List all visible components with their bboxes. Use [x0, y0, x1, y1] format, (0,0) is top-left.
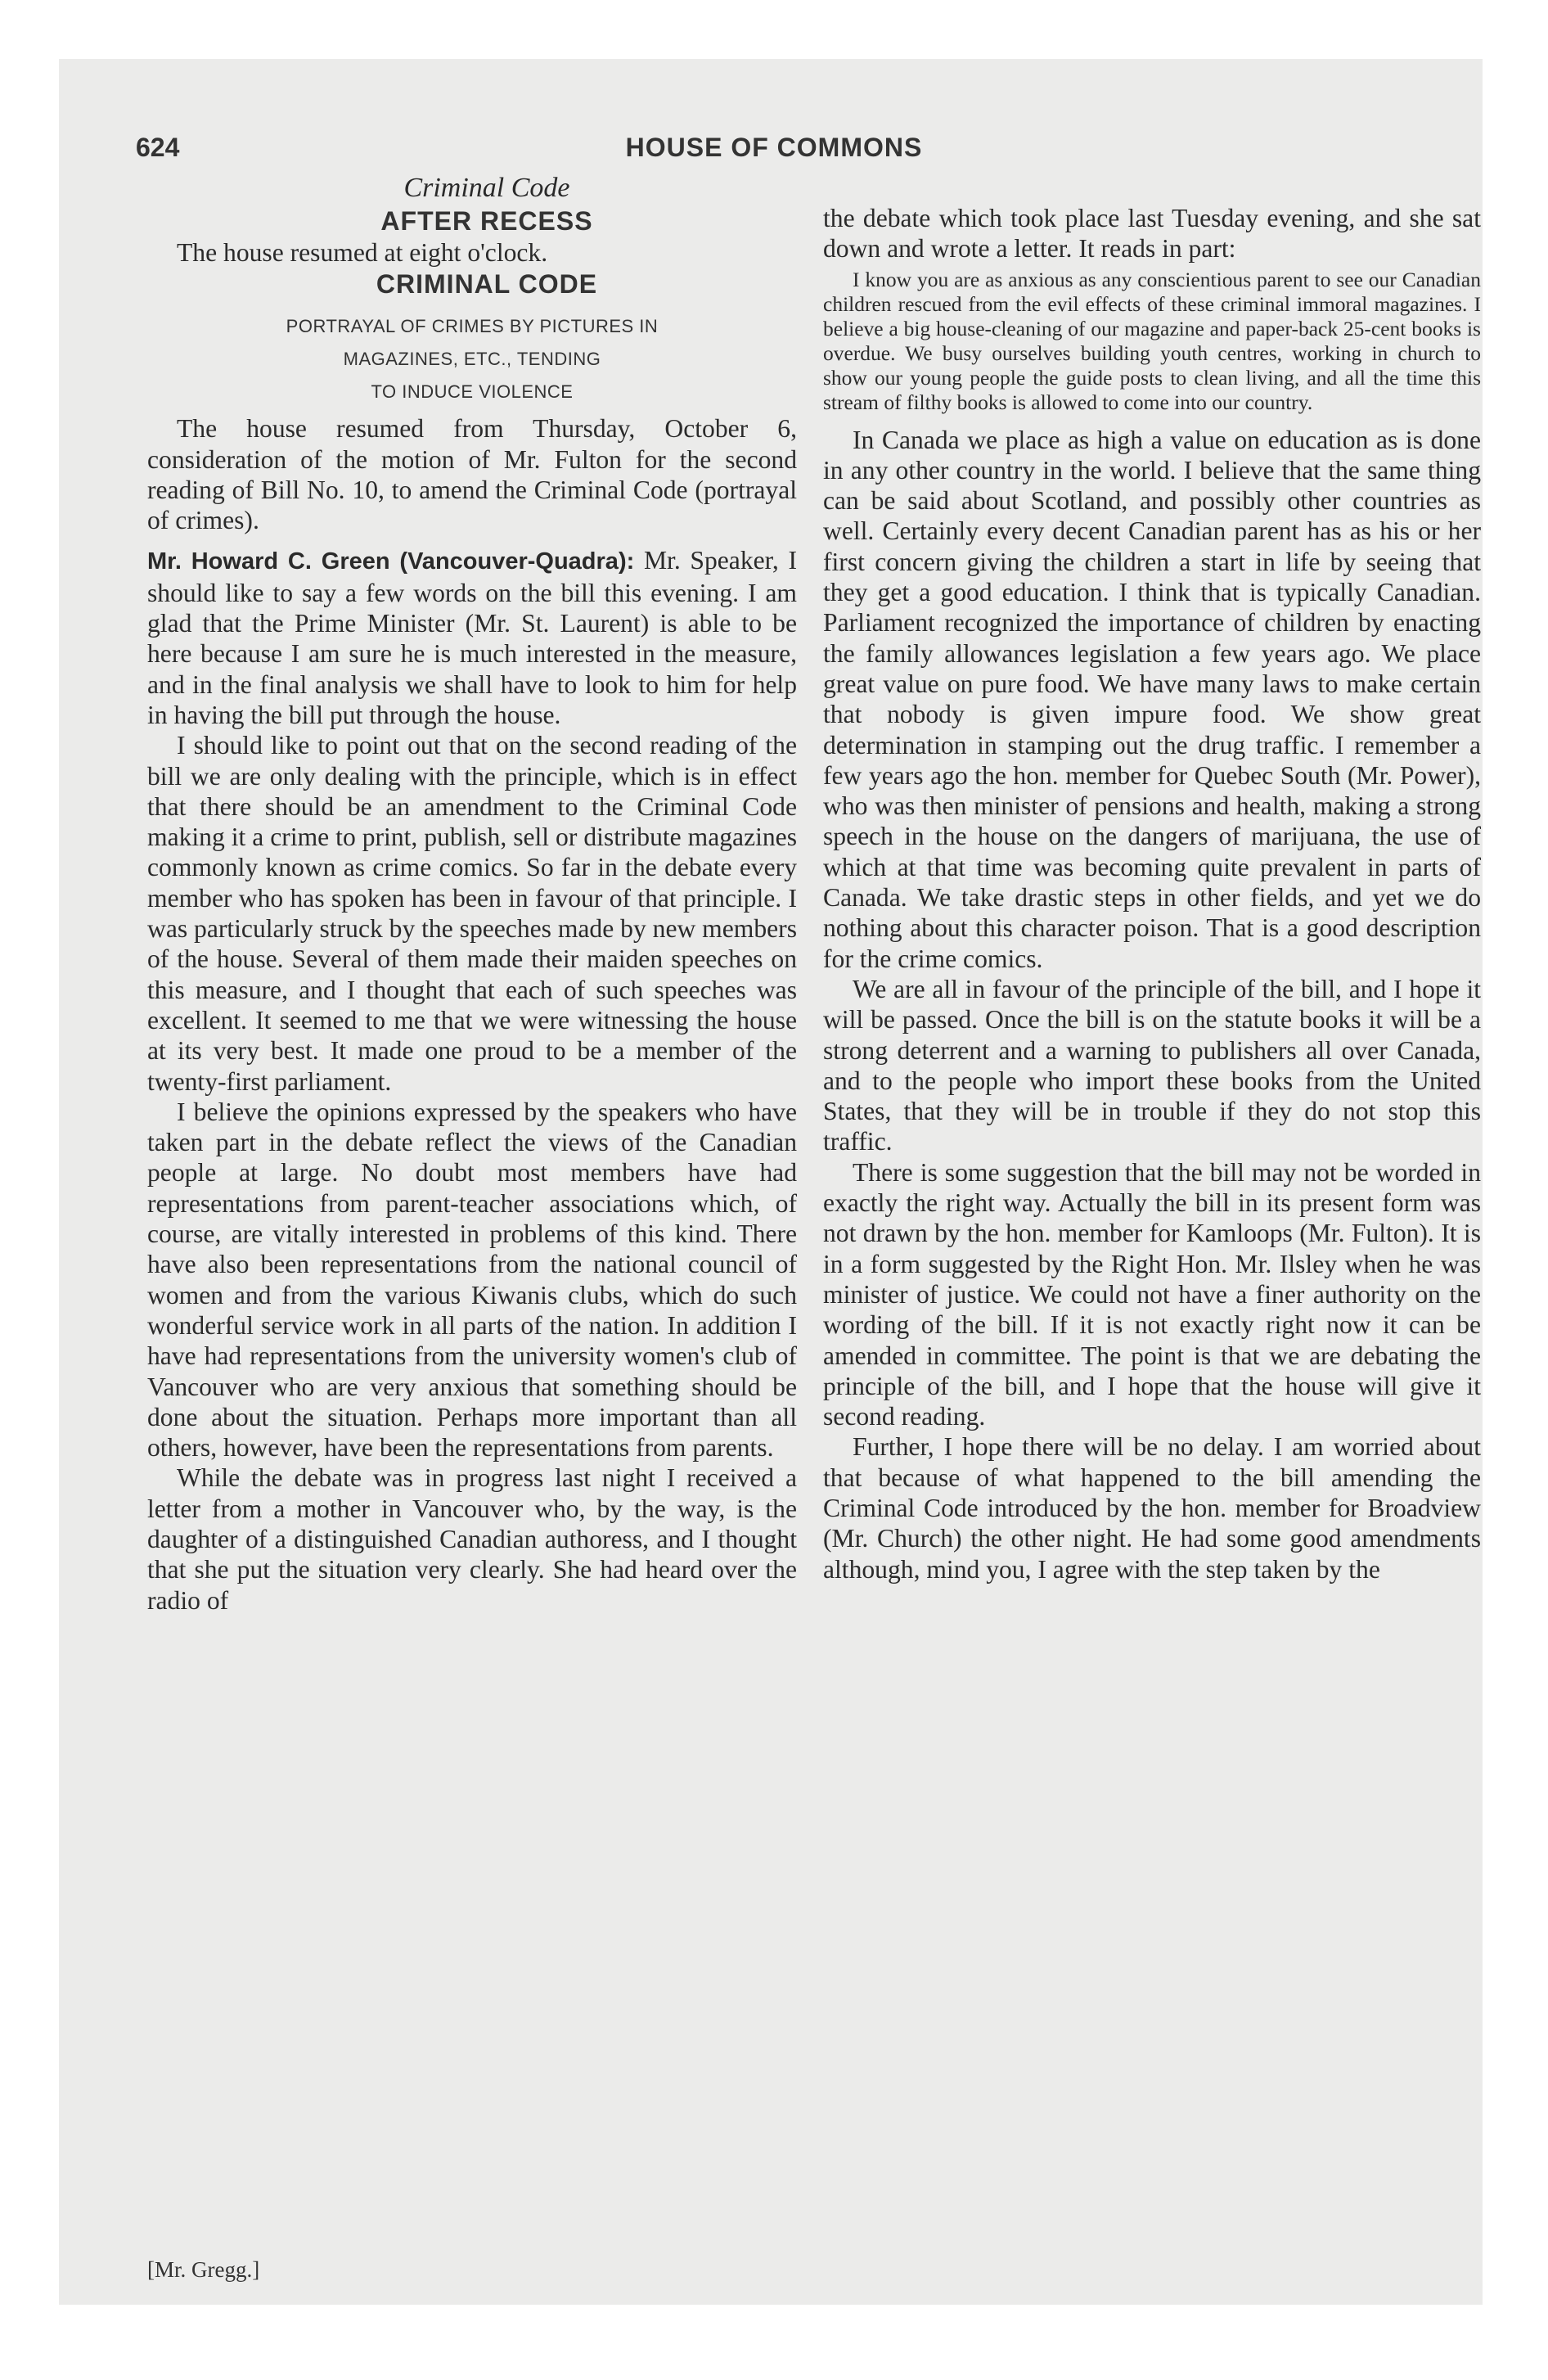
- journal-title: HOUSE OF COMMONS: [625, 133, 923, 162]
- page-number: 624: [136, 133, 180, 162]
- section-subheading: [147, 310, 797, 408]
- speech-paragraph: While the debate was in progress last night I received a letter from a mother in Vancouver who, by the way, is the daughter of a distinguished Canadian authoress, and I thought that she put the situation very clearly. She had heard over the radio of: [147, 1463, 797, 1615]
- speech-paragraph: In Canada we place as high a value on education as is done in any other country in the world. I believe that the same thing can be said about Scotland, and possibly other countries as well. Certainly every decent Canadian parent has as his or her first concern giving the children a start in life by seeing that they get a good education. I think that is typically Canadian. Parliament recognized the importance of children by enacting the family allowances legislation a few years ago. We place great value on pure food. We have many laws to make certain that nobody is given impure food. We show great determination in stamping out the drug traffic. I remember a few years ago the hon. member for Quebec South (Mr. Power), who was then minister of pensions and health, making a strong speech in the house on the dangers of marijuana, the use of which at that time was becoming quite prevalent in parts of Canada. We take drastic steps in other fields, and yet we do nothing about this character poison. That is a good description for the crime comics.: [823, 425, 1481, 973]
- speech-paragraph: Further, I hope there will be no delay. I am worried about that because of what happened to the bill amending the Criminal Code introduced by the hon. member for Broadview (Mr. Church) the other night. He had some good amendments although, mind you, I agree with the step taken by the: [823, 1432, 1481, 1584]
- subheading-line: PORTRAYAL OF CRIMES BY PICTURES IN: [286, 316, 659, 337]
- speech-paragraph: There is some suggestion that the bill may not be worded in exactly the right way. Actually the bill in its present form was not drawn by the hon. member for Kamloops (Mr. Fulton). It is in a form suggested by the Right Hon. Mr. Ilsley when he was minister of justice. We could not have a finer authority on the wording of the bill. If it is not exactly right now it can be amended in committee. The point is that we are debating the principle of the bill, and I hope that the house will give it second reading.: [823, 1157, 1481, 1431]
- continued-paragraph: the debate which took place last Tuesday evening, and she sat down and wrote a letter. It reads in part:: [823, 204, 1481, 264]
- recess-heading: AFTER RECESS: [380, 206, 593, 236]
- right-column: [823, 203, 1481, 1584]
- section-heading: CRIMINAL CODE: [376, 269, 598, 300]
- subject-heading: Criminal Code: [403, 173, 570, 203]
- speech-text: Mr. Speaker, I should like to say a few words on the bill this evening. I am glad that the Prime Minister (Mr. St. Laurent) is able to be here because I am sure he is much interested in the measure, and in the final analysis we shall have to look to him for help in having the bill put through the house.: [147, 546, 797, 729]
- speaker-reference-footer: [Mr. Gregg.]: [147, 2257, 260, 2282]
- speaker-name: Mr. Howard C. Green (Vancouver-Quadra):: [147, 548, 635, 575]
- resumed-paragraph: The house resumed at eight o'clock.: [177, 238, 548, 267]
- motion-paragraph: The house resumed from Thursday, October 6, consideration of the motion of Mr. Fulton for the second reading of Bill No. 10, to amend the Criminal Code (portrayal of crimes).: [147, 414, 797, 535]
- speech-paragraph: I believe the opinions expressed by the speakers who have taken part in the debate reflect the views of the Canadian people at large. No doubt most members have had representations from parent-teacher associations which, of course, are vitally interested in problems of this kind. There have also been representations from the national council of women and from the various Kiwanis clubs, which do such wonderful service work in all parts of the nation. In addition I have had representations from the university women's club of Vancouver who are very anxious that something should be done about the situation. Perhaps more important than all others, however, have been the representations from parents.: [147, 1097, 797, 1463]
- running-head: [136, 133, 1412, 165]
- subheading-line: MAGAZINES, ETC., TENDING: [343, 349, 601, 370]
- left-column: [147, 172, 797, 1616]
- speech-paragraph: We are all in favour of the principle of the bill, and I hope it will be passed. Once the bill is on the statute books it will be a strong deterrent and a warning to publishers all over Canada, and to the people who import these books from the United States, that they will be in trouble if they do not stop this traffic.: [823, 974, 1481, 1156]
- subheading-line: TO INDUCE VIOLENCE: [371, 381, 574, 403]
- letter-quote: I know you are as anxious as any conscientious parent to see our Canadian children rescued from the evil effects of these criminal immoral magazines. I believe a big house-cleaning of our magazine and paper-back 25-cent books is overdue. We busy ourselves building youth centres, working in church to show our young people the guide posts to clean living, and all the time this stream of filthy books is allowed to come into our country.: [823, 267, 1481, 414]
- speech-paragraph: I should like to point out that on the second reading of the bill we are only dealing with the principle, which is in effect that there should be an amendment to the Criminal Code making it a crime to print, publish, sell or distribute magazines commonly known as crime comics. So far in the debate every member who has spoken has been in favour of that principle. I was particularly struck by the speeches made by new members of the house. Several of them made their maiden speeches on this measure, and I thought that each of such speeches was excellent. It seemed to me that we were witnessing the house at its very best. It made one proud to be a member of the twenty-first parliament.: [147, 731, 797, 1096]
- speaker-paragraph: [147, 545, 797, 730]
